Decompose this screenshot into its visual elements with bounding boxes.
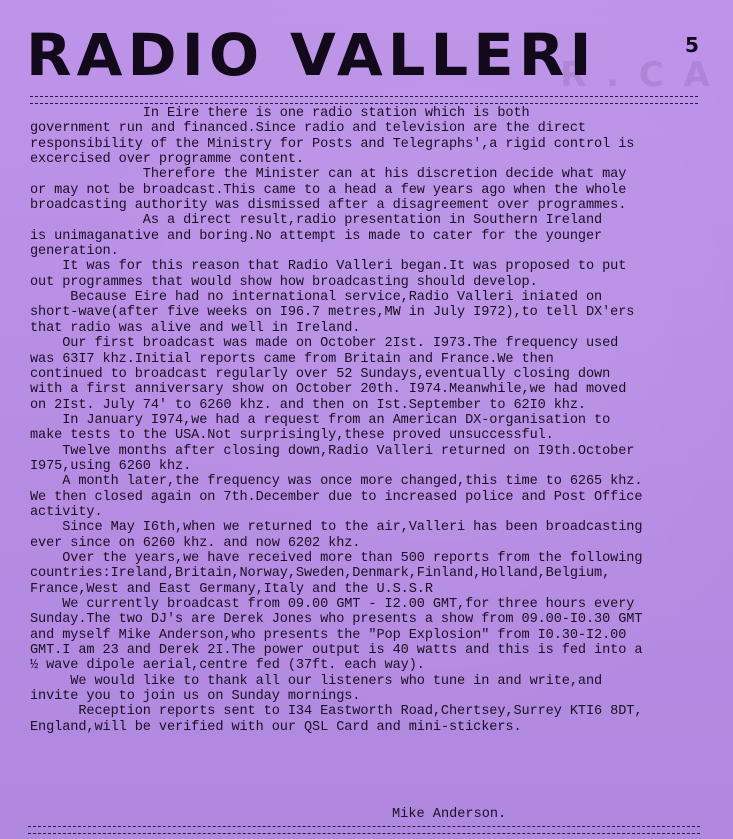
body-line: continued to broadcast regularly over 52 Sundays,eventually closing down xyxy=(30,366,611,382)
body-line: A month later,the frequency was once more changed,this time to 6265 khz. xyxy=(30,474,643,490)
body-line: Therefore the Minister can at his discretion decide what may xyxy=(30,167,627,183)
body-line: In January I974,we had a request from an American DX-organisation to xyxy=(30,412,611,428)
body-line: or may not be broadcast.This came to a head a few years ago when the whole xyxy=(30,182,627,198)
body-line: excercised over programme content. xyxy=(30,152,304,168)
body-line: Reception reports sent to I34 Eastworth Road,Chertsey,Surrey KTI6 8DT, xyxy=(30,704,643,720)
body-line: ½ wave dipole aerial,centre fed (37ft. each way). xyxy=(30,658,425,674)
body-line: government run and financed.Since radio and television are the direct xyxy=(30,121,586,137)
body-line: It was for this reason that Radio Valleri began.It was proposed to put xyxy=(30,259,627,275)
body-line: was 63I7 khz.Initial reports came from Britain and France.We then xyxy=(30,351,554,367)
body-line: that radio was alive and well in Ireland. xyxy=(30,320,361,336)
body-line: on 2Ist. July 74' to 6260 khz. and then on Ist.September to 62I0 khz. xyxy=(30,397,586,413)
body-line: broadcasting authority was dismissed after a disagreement over programmes. xyxy=(30,198,627,214)
body-line: Twelve months after closing down,Radio Valleri returned on I9th.October xyxy=(30,443,635,459)
body-line: ever since on 6260 khz. and now 6202 khz. xyxy=(30,535,361,551)
body-line: responsibility of the Ministry for Posts and Telegraphs',a rigid control is xyxy=(30,136,635,152)
body-line: countries:Ireland,Britain,Norway,Sweden,Denmark,Finland,Holland,Belgium, xyxy=(30,566,611,582)
body-line: I975,using 6260 khz. xyxy=(30,458,192,474)
body-line: France,West and East Germany,Italy and the U.S.S.R xyxy=(30,581,433,597)
body-line: invite you to join us on Sunday mornings. xyxy=(30,689,361,705)
body-line: Our first broadcast was made on October 2Ist. I973.The frequency used xyxy=(30,336,619,352)
body-line: Over the years,we have received more than 500 reports from the following xyxy=(30,550,643,566)
body-line: activity. xyxy=(30,504,103,520)
bleed-through-text: R . C A xyxy=(560,55,714,95)
body-line: England,will be verified with our QSL Card and mini-stickers. xyxy=(30,719,522,735)
body-line: Since May I6th,when we returned to the air,Valleri has been broadcasting xyxy=(30,520,643,536)
body-line: We then closed again on 7th.December due to increased police and Post Office xyxy=(30,489,643,505)
body-line: We currently broadcast from 09.00 GMT - I2.00 GMT,for three hours every xyxy=(30,597,635,612)
body-line: We would like to thank all our listeners who tune in and write,and xyxy=(30,673,603,689)
body-line: Because Eire had no international service,Radio Valleri iniated on xyxy=(30,290,603,306)
body-line: generation. xyxy=(30,244,119,260)
body-line: with a first anniversary show on October 20th. I974.Meanwhile,we had moved xyxy=(30,382,627,398)
body-line: and myself Mike Anderson,who presents the "Pop Explosion" from I0.30-I2.00 xyxy=(30,627,627,643)
body-line: make tests to the USA.Not surprisingly,these proved unsuccessful. xyxy=(30,428,554,444)
body-line: In Eire there is one radio station which is both xyxy=(30,106,530,121)
masthead-title: RADIO VALLERI xyxy=(26,21,597,89)
page-number: 5 xyxy=(685,33,699,57)
body-line: As a direct result,radio presentation in Southern Ireland xyxy=(30,213,603,229)
body-line: out programmes that would show how broadcasting should develop. xyxy=(30,274,538,290)
top-separator xyxy=(30,96,698,104)
body-line: short-wave(after five weeks on I96.7 metres,MW in July I972),to tell DX'ers xyxy=(30,305,635,321)
author-signature: Mike Anderson. xyxy=(392,807,507,822)
body-line: GMT.I am 23 and Derek 2I.The power output is 40 watts and this is fed into a xyxy=(30,643,643,659)
body-line: is unimaganative and boring.No attempt is made to cater for the younger xyxy=(30,228,603,244)
body-line: Sunday.The two DJ's are Derek Jones who presents a show from 09.00-I0.30 GMT xyxy=(30,612,643,628)
bottom-separator xyxy=(28,826,700,834)
article-body xyxy=(30,106,720,735)
